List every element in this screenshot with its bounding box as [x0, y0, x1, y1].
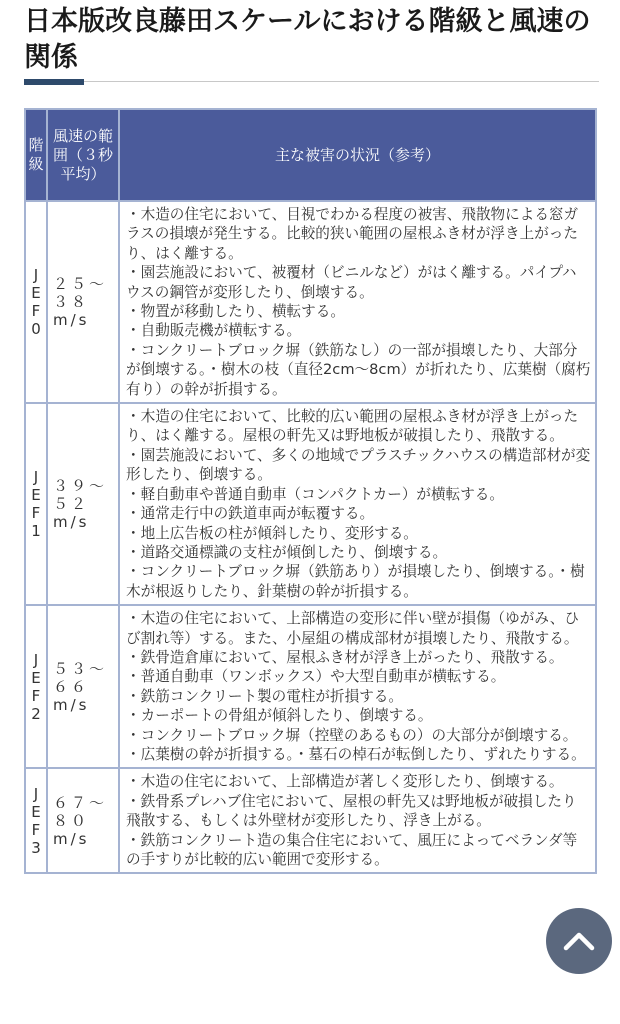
table-row-jef1	[25, 403, 596, 605]
chevron-up-icon	[562, 930, 596, 952]
scroll-to-top-button[interactable]	[546, 908, 612, 974]
wind-speed-cell: ２５〜３８m/s	[47, 201, 119, 403]
header-damage: 主な被害の状況（参考）	[119, 109, 596, 201]
grade-cell: JEF1	[25, 403, 47, 605]
damage-item: ・軽自動車や普通自動車（コンパクトカー）が横転する。	[126, 485, 504, 503]
damage-item: ・木造の住宅において、上部構造の変形に伴い壁が損傷（ゆがみ、ひび割れ等）する。また、小屋組の構成部材が損壊したり、飛散する。	[126, 610, 579, 647]
grade-cell: JEF3	[25, 768, 47, 873]
table-row-jef3	[25, 768, 596, 873]
wind-speed-cell: ６７〜８０m/s	[47, 768, 119, 873]
damage-item: ・木造の住宅において、目視でわかる程度の被害、飛散物による窓ガラスの損壊が発生する。比較的狭い範囲の屋根ふき材が浮き上がったり、はく離する。	[126, 206, 579, 262]
header-wind-speed: 風速の範囲（３秒平均）	[47, 109, 119, 201]
damage-cell	[119, 768, 596, 873]
damage-item: ・鉄筋コンクリート製の電柱が折損する。	[126, 687, 403, 705]
title-divider	[24, 81, 599, 82]
table-row-jef0	[25, 201, 596, 403]
damage-item: ・カーポートの骨組が傾斜したり、倒壊する。	[126, 707, 433, 725]
damage-item: ・鉄骨系プレハブ住宅において、屋根の軒先又は野地板が破損したり飛散する、もしくは外壁材が変形したり、浮き上がる。	[126, 792, 577, 830]
damage-cell	[119, 605, 596, 768]
damage-cell	[119, 201, 596, 403]
damage-item: ・木造の住宅において、上部構造が著しく変形したり、倒壊する。	[126, 773, 564, 791]
damage-item: ・通常走行中の鉄道車両が転覆する。	[126, 505, 375, 523]
damage-cell	[119, 403, 596, 605]
damage-item: ・鉄骨造倉庫において、屋根ふき材が浮き上がったり、飛散する。	[126, 648, 564, 666]
damage-item: ・広葉樹の幹が折損する。・墓石の棹石が転倒したり、ずれたりする。	[126, 745, 586, 763]
grade-cell: JEF2	[25, 605, 47, 768]
damage-item: ・園芸施設において、多くの地域でプラスチックハウスの構造部材が変形したり、倒壊する。	[126, 446, 591, 484]
damage-item: ・鉄筋コンクリート造の集合住宅において、風圧によってベランダ等の手すりが比較的広い範囲で変形する。	[126, 831, 578, 868]
table-row-jef2	[25, 605, 596, 768]
page-title: 日本版改良藤田スケールにおける階級と風速の関係	[24, 6, 591, 73]
damage-item: ・物置が移動したり、横転する。	[126, 303, 345, 321]
title-accent-bar	[24, 79, 84, 85]
grade-cell: JEF0	[25, 201, 47, 403]
table-header-row	[25, 109, 596, 201]
damage-item: ・地上広告板の柱が傾斜したり、変形する。	[126, 524, 418, 542]
wind-speed-cell: ３９〜５２m/s	[47, 403, 119, 605]
header-grade: 階級	[25, 109, 47, 201]
damage-item: ・コンクリートブロック塀（鉄筋あり）が損壊したり、倒壊する。・樹木が根返りしたり、針葉樹の幹が折損する。	[126, 563, 585, 600]
damage-item: ・木造の住宅において、比較的広い範囲の屋根ふき材が浮き上がったり、はく離する。屋根の軒先又は野地板が破損したり、飛散する。	[126, 408, 579, 445]
damage-item: ・自動販売機が横転する。	[126, 322, 302, 340]
damage-item: ・園芸施設において、被覆材（ビニルなど）がはく離する。パイプハウスの鋼管が変形したり、倒壊する。	[126, 264, 577, 301]
damage-item: ・コンクリートブロック塀（鉄筋なし）の一部が損壊したり、大部分が倒壊する。・樹木の枝（直径2cm〜8cm）が折れたり、広葉樹（腐朽有り）の幹が折損する。	[126, 341, 591, 398]
damage-item: ・コンクリートブロック塀（控壁のあるもの）の大部分が倒壊する。	[126, 726, 578, 744]
damage-item: ・普通自動車（ワンボックス）や大型自動車が横転する。	[126, 668, 506, 686]
wind-speed-cell: ５３〜６６m/s	[47, 605, 119, 768]
fujita-scale-table	[24, 108, 597, 874]
damage-item: ・道路交通標識の支柱が傾倒したり、倒壊する。	[126, 543, 448, 561]
